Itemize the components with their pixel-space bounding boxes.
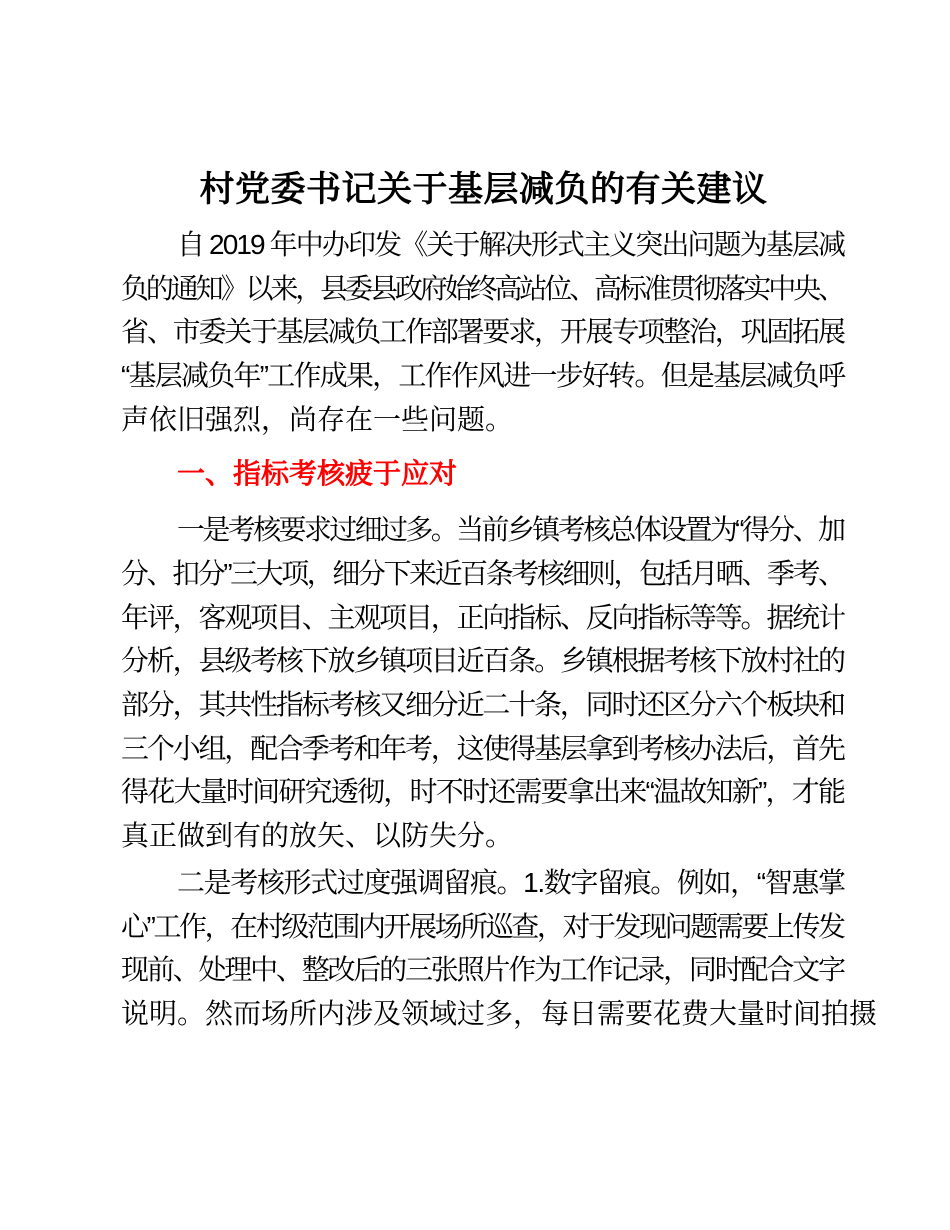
text-line: 自 2019 年中办印发《关于解决形式主义突出问题为基层减 — [177, 229, 845, 260]
text-line: 年评，客观项目、主观项目，正向指标、反向指标等等。据统计 — [121, 601, 844, 633]
text-line: 省、市委关于基层减负工作部署要求，开展专项整治，巩固拓展 — [121, 316, 844, 348]
text-line: “基层减负年”工作成果，工作作风进一步好转。但是基层减负呼 — [121, 360, 845, 392]
text-line: 真正做到有的放矢、以防失分。 — [121, 820, 514, 852]
text-line: 声依旧强烈，尚存在一些问题。 — [121, 403, 514, 435]
text-line: 一、指标考核疲于应对 — [177, 457, 458, 489]
body-paragraph — [121, 861, 878, 1036]
text-line: 分、扣分”三大项，细分下来近百条考核细则，包括月晒、季考、 — [121, 557, 844, 589]
document-title: 村党委书记关于基层减负的有关建议 — [199, 170, 768, 209]
text-line: 分析，县级考核下放乡镇项目近百条。乡镇根据考核下放村社的 — [121, 645, 844, 677]
document-body — [121, 223, 878, 1036]
body-paragraph — [121, 508, 846, 858]
text-line: 得花大量时间研究透彻，时不时还需要拿出来“温故知新”，才能 — [121, 776, 845, 808]
text-line: 三个小组，配合季考和年考，这使得基层拿到考核办法后，首先 — [121, 732, 844, 764]
section-heading — [121, 452, 846, 496]
text-line: 负的通知》以来，县委县政府始终高站位、高标准贯彻落实中央、 — [121, 272, 843, 304]
text-line: 一是考核要求过细过多。当前乡镇考核总体设置为“得分、加 — [177, 514, 844, 546]
text-line: 说明。然而场所内涉及领域过多，每日需要花费大量时间拍摄 — [121, 997, 878, 1029]
text-line: 二是考核形式过度强调留痕。1.数字留痕。例如，“智惠掌 — [177, 866, 845, 898]
text-line: 心”工作，在村级范围内开展场所巡查，对于发现问题需要上传发 — [121, 910, 844, 942]
text-line: 部分，其共性指标考核又细分近二十条，同时还区分六个板块和 — [121, 689, 844, 721]
text-line: 现前、处理中、整改后的三张照片作为工作记录，同时配合文字 — [121, 954, 844, 986]
body-paragraph — [121, 223, 846, 442]
